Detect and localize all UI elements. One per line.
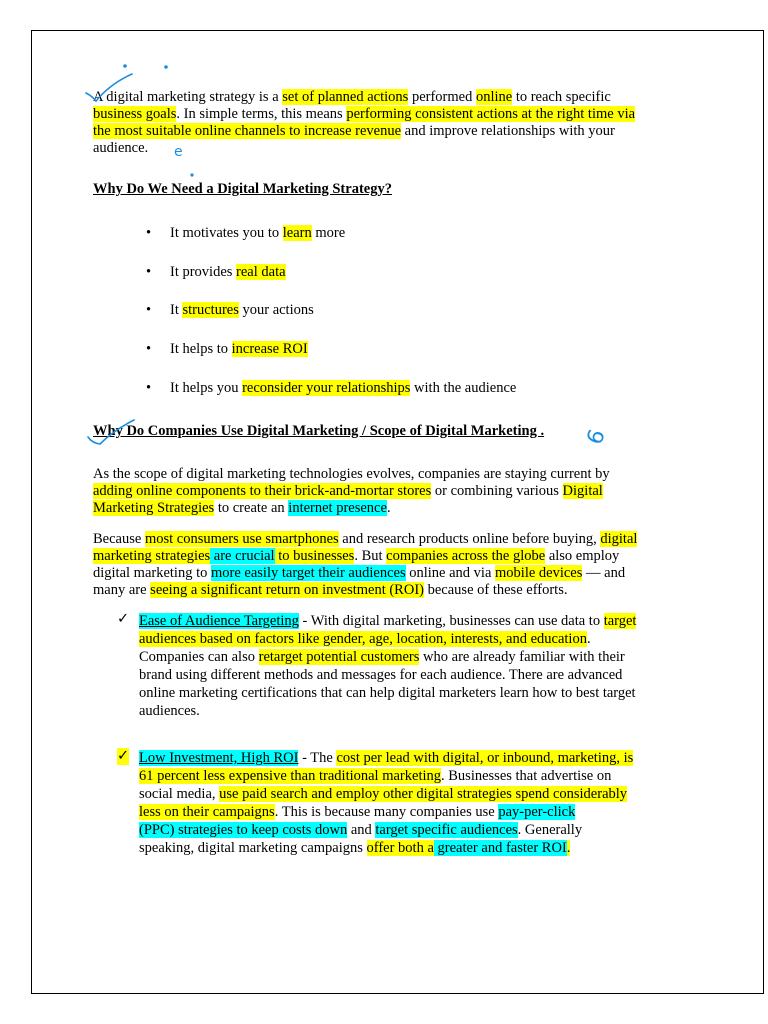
item1-line-1: Ease of Audience Targeting - With digital marketing, businesses can use data to target [139, 613, 637, 629]
list-item: • It helps to increase ROI [146, 341, 308, 357]
intro-line-2: business goals. In simple terms, this means performing consistent actions at the right time via [93, 106, 636, 122]
item2-line-1: Low Investment, High ROI - The cost per lead with digital, or inbound, marketing, is [139, 750, 634, 766]
check-icon: ✓ [117, 611, 130, 627]
item1-line-4: brand using different methods and messages for each audience. There are advanced [139, 667, 623, 683]
handwritten-e: e [174, 144, 183, 160]
list-item: • It structures your actions [146, 302, 314, 318]
item2-line-2: 61 percent less expensive than traditional marketing. Businesses that advertise on [139, 768, 612, 784]
because-line-2: marketing strategies are crucial to businesses. But companies across the globe also employ [93, 548, 620, 564]
item2-line-5: (PPC) strategies to keep costs down and target specific audiences. Generally [139, 822, 583, 838]
intro-line-1: A digital marketing strategy is a set of planned actions performed online to reach specific [93, 89, 611, 105]
scope-line-3: Marketing Strategies to create an internet presence. [93, 500, 391, 516]
because-line-4: many are seeing a significant return on investment (ROI) because of these efforts. [93, 582, 568, 598]
heading-why-companies-use: Why Do Companies Use Digital Marketing / Scope of Digital Marketing . [93, 423, 545, 439]
item1-line-3: Companies can also retarget potential customers who are already familiar with their [139, 649, 625, 665]
list-item: • It helps you reconsider your relationships with the audience [146, 380, 517, 396]
scope-line-2: adding online components to their brick-and-mortar stores or combining various Digital [93, 483, 603, 499]
heading-why-need-strategy: Why Do We Need a Digital Marketing Strategy? [93, 181, 392, 197]
item1-title: Ease of Audience Targeting [139, 613, 299, 629]
list-item: • It provides real data [146, 264, 286, 280]
check-icon: ✓ [117, 748, 130, 764]
intro-line-4: audience. [93, 140, 149, 156]
item2-line-4: less on their campaigns. This is because many companies use pay-per-click [139, 804, 576, 820]
item2-line-6: speaking, digital marketing campaigns offer both a greater and faster ROI. [139, 840, 571, 856]
item2-title: Low Investment, High ROI [139, 750, 299, 766]
intro-line-3: the most suitable online channels to increase revenue and improve relationships with your [93, 123, 615, 139]
because-line-1: Because most consumers use smartphones and research products online before buying, digital [93, 531, 638, 547]
item1-line-6: audiences. [139, 703, 200, 719]
because-line-3: digital marketing to more easily target their audiences online and via mobile devices — and [93, 565, 626, 581]
scope-line-1: As the scope of digital marketing technologies evolves, companies are staying current by [93, 466, 610, 482]
item1-line-2: audiences based on factors like gender, age, location, interests, and education. [139, 631, 591, 647]
list-item: • It motivates you to learn more [146, 225, 346, 241]
handwritten-6: 6 [582, 426, 611, 449]
item2-line-3: social media, use paid search and employ other digital strategies spend considerably [139, 786, 628, 802]
item1-line-5: online marketing certifications that can help digital marketers learn how to best target [139, 685, 636, 701]
